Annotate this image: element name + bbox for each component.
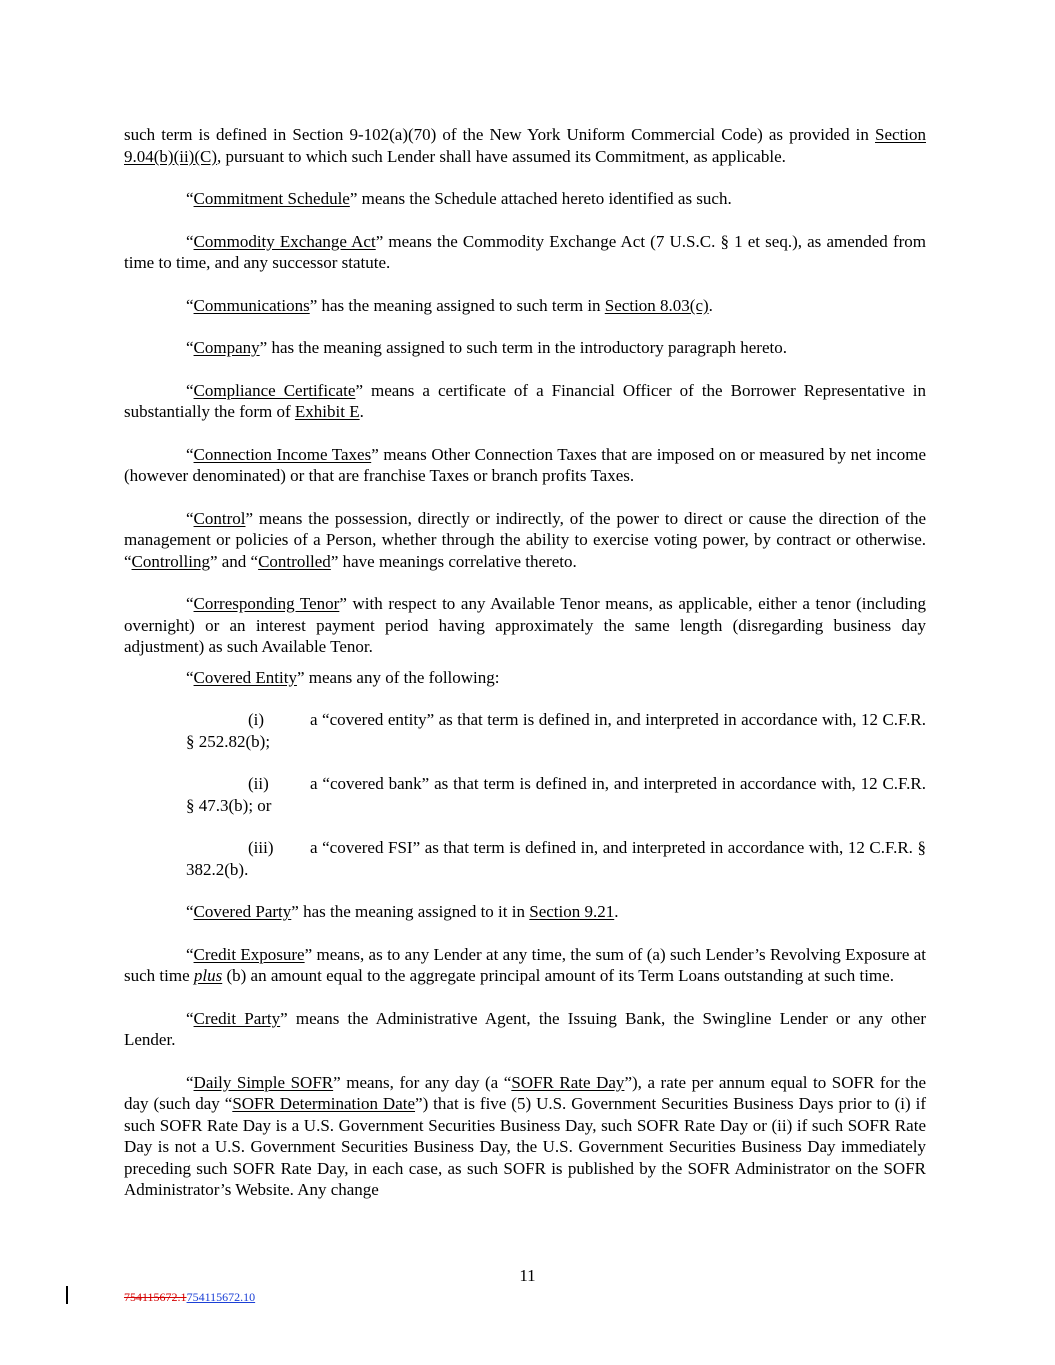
defined-term: Credit Party: [193, 1008, 281, 1028]
exhibit-ref: Exhibit E: [294, 402, 360, 421]
intro-text: such term is defined in Section 9-102(a)(70) of the New York Uniform Commercial Code) as provided in: [124, 125, 875, 144]
definition-commitment-schedule: “Commitment Schedule” means the Schedule attached hereto identified as such.: [186, 189, 732, 208]
defined-term: Controlling: [131, 551, 210, 571]
defined-term: Credit Exposure: [193, 944, 305, 964]
definition-corresponding-tenor: “Corresponding Tenor” with respect to any Available Tenor means, as applicable, either a tenor (including overnight) or an interest payment period having approximately the same length (disregarding business day adjustment) as such Available Tenor.: [124, 594, 926, 656]
item-number: (ii): [248, 774, 269, 793]
defined-term: Daily Simple SOFR: [193, 1072, 334, 1092]
covered-entity-item: (i) a “covered entity” as that term is defined in, and interpreted in accordance with, 12 C.F.R. § 252.82(b);: [186, 710, 926, 751]
defined-term: Commodity Exchange Act: [193, 231, 376, 251]
defined-term: Corresponding Tenor: [193, 594, 340, 613]
definition-credit-exposure: “Credit Exposure” means, as to any Lender at any time, the sum of (a) such Lender’s Revolving Exposure at such time plus (b) an amount equal to the aggregate principal amount of its Term Loans outstanding at such time.: [124, 944, 926, 985]
definition-covered-entity: “Covered Entity” means any of the following:: [186, 667, 500, 687]
change-bar: [66, 1286, 68, 1304]
doc-id-deleted: 754115672.1: [124, 1290, 187, 1304]
intro-paragraph: [124, 124, 926, 167]
item-number: (i): [248, 710, 265, 729]
definition-daily-simple-sofr: “Daily Simple SOFR” means, for any day (a “SOFR Rate Day”), a rate per annum equal to SOFR for the day (such day “SOFR Determination Date”) that is five (5) U.S. Government Securities Business Days prior to (i) if such SOFR Rate Day is a U.S. Government Securities Business Day, such SOFR Rate Day or (ii) if such SOFR Rate Day is not a U.S. Government Securities Business Day, the U.S. Government Securities Business Day immediately preceding such SOFR Rate Day, in each case, as such SOFR is published by the SOFR Administrator on the SOFR Administrator’s Website. Any change: [124, 1072, 927, 1199]
defined-term: Covered Party: [193, 902, 292, 921]
covered-entity-item: (iii) a “covered FSI” as that term is defined in, and interpreted in accordance with, 12 C.F.R. § 382.2(b).: [186, 838, 926, 879]
definition-control: “Control” means the possession, directly or indirectly, of the power to direct or cause the direction of the management or policies of a Person, whether through the ability to exercise voting power, by contract or otherwise. “Controlling” and “Controlled” have meanings correlative thereto.: [124, 508, 926, 571]
definition-connection-income-taxes: “Connection Income Taxes” means Other Connection Taxes that are imposed on or measured by net income (however denominated) or that are franchise Taxes or branch profits Taxes.: [124, 444, 927, 485]
definition-compliance-certificate: “Compliance Certificate” means a certificate of a Financial Officer of the Borrower Representative in substantially the form of Exhibit E.: [124, 380, 926, 421]
section-ref: Section 9.21: [529, 902, 615, 921]
doc-id-inserted: 754115672.10: [186, 1290, 256, 1304]
item-number: (iii): [248, 838, 274, 857]
defined-term: Compliance Certificate: [193, 380, 356, 400]
defined-term: SOFR Determination Date: [232, 1094, 416, 1113]
defined-term: Company: [193, 338, 260, 357]
section-ref: Section 8.03(c): [604, 295, 709, 315]
emphasis-plus: plus: [193, 966, 223, 985]
definition-company: “Company” has the meaning assigned to such term in the introductory paragraph hereto.: [186, 338, 787, 357]
section-ref-9-04: Section 9.04(b)(ii)(C): [124, 125, 926, 166]
covered-entity-item: (ii) a “covered bank” as that term is defined in, and interpreted in accordance with, 12 C.F.R. § 47.3(b); or: [186, 774, 926, 815]
definition-communications: “Communications” has the meaning assigned to such term in Section 8.03(c).: [186, 295, 713, 315]
defined-term: Controlled: [258, 551, 331, 571]
defined-term: Communications: [193, 295, 310, 315]
definition-credit-party: “Credit Party” means the Administrative Agent, the Issuing Bank, the Swingline Lender or any other Lender.: [124, 1008, 926, 1049]
document-id: [124, 1290, 255, 1305]
defined-term: SOFR Rate Day: [511, 1072, 625, 1092]
defined-term: Commitment Schedule: [193, 189, 350, 208]
defined-term: Covered Entity: [193, 667, 297, 687]
document-body: [124, 124, 926, 1201]
definition-commodity-exchange-act: “Commodity Exchange Act” means the Commodity Exchange Act (7 U.S.C. § 1 et seq.), as amended from time to time, and any successor statute.: [124, 231, 926, 272]
page-number: 11: [519, 1266, 536, 1285]
defined-term: Control: [193, 508, 246, 528]
definition-covered-party: “Covered Party” has the meaning assigned to it in Section 9.21.: [186, 902, 619, 921]
intro-text-end: , pursuant to which such Lender shall have assumed its Commitment, as applicable.: [217, 146, 786, 166]
defined-term: Connection Income Taxes: [193, 444, 372, 464]
